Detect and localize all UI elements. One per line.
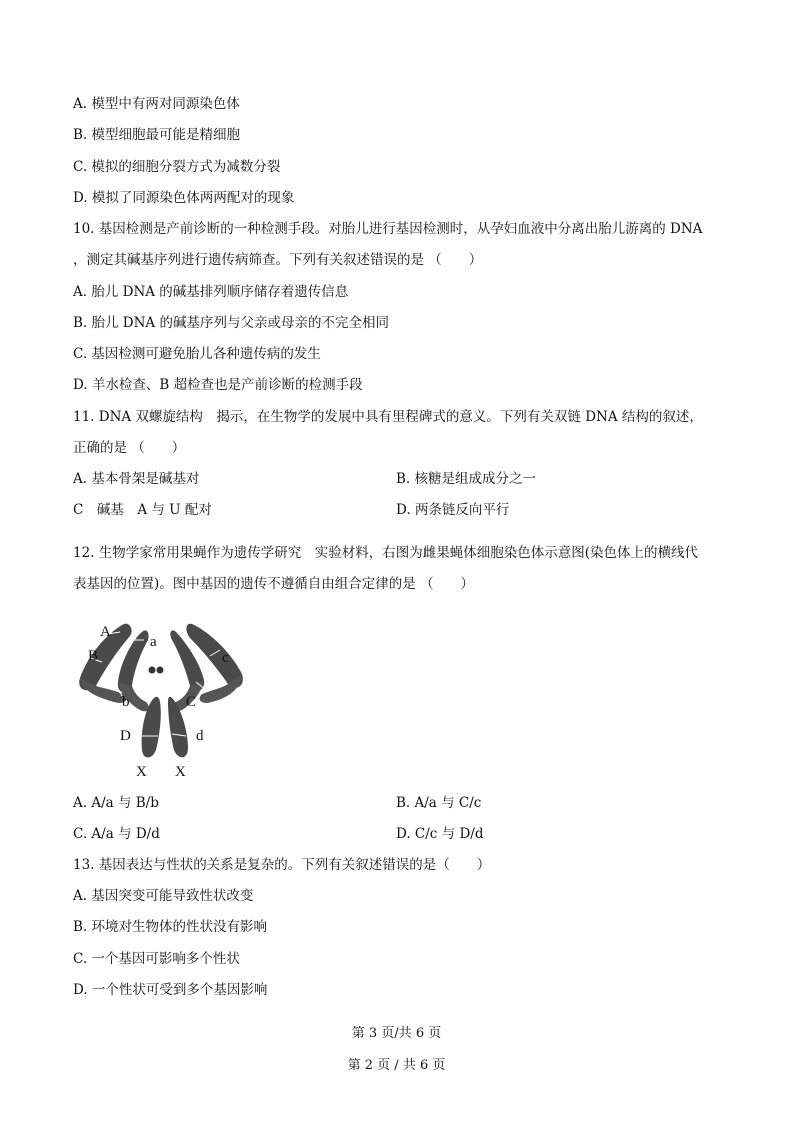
label-A: A xyxy=(100,624,111,640)
q13-option-b: B. 环境对生物体的性状没有影响 xyxy=(73,919,268,935)
label-x-left: X xyxy=(136,764,147,780)
q11-option-b: B. 核糖是组成成分之一 xyxy=(396,471,537,487)
q9-option-c: C. 模拟的细胞分裂方式为减数分裂 xyxy=(73,159,281,175)
q13-option-a: A. 基因突变可能导致性状改变 xyxy=(73,888,254,904)
q12-stem-line2: 表基因的位置)。图中基因的遗传不遵循自由组合定律的是 （ ） xyxy=(73,576,475,592)
q10-option-d: D. 羊水检查、B 超检查也是产前诊断的检测手段 xyxy=(73,377,363,393)
q10-stem-line1: 10. 基因检测是产前诊断的一种检测手段。对胎儿进行基因检测时，从孕妇血液中分离出胎儿游离的 DNA xyxy=(73,221,703,237)
label-B: B xyxy=(88,648,99,664)
q13-option-c: C. 一个基因可影响多个性状 xyxy=(73,951,240,967)
label-b: b xyxy=(122,694,130,710)
q13-stem: 13. 基因表达与性状的关系是复杂的。下列有关叙述错误的是（ ） xyxy=(73,857,491,873)
q12-option-b: B. A/a 与 C/c xyxy=(396,795,482,811)
label-c: c xyxy=(222,650,229,666)
q11-stem-line2: 正确的是 （ ） xyxy=(73,440,186,456)
label-x-right: X xyxy=(175,764,186,780)
label-D: D xyxy=(120,728,131,744)
label-a: a xyxy=(150,634,157,650)
page-number-inner: 第 3 页/共 6 页 xyxy=(351,1026,442,1041)
q12-option-d: D. C/c 与 D/d xyxy=(396,826,484,842)
q11-stem-line1: 11. DNA 双螺旋结构 揭示，在生物学的发展中具有里程碑式的意义。下列有关双链 DNA 结构的叙述， xyxy=(73,409,703,425)
q9-option-a: A. 模型中有两对同源染色体 xyxy=(73,96,240,112)
page-number-outer: 第 2 页 / 共 6 页 xyxy=(347,1058,446,1073)
q11-option-d: D. 两条链反向平行 xyxy=(396,502,510,518)
q10-option-a: A. 胎儿 DNA 的碱基排列顺序储存着遗传信息 xyxy=(73,284,349,300)
q11-option-a: A. 基本骨架是碱基对 xyxy=(73,471,200,487)
q10-stem-line2: ，测定其碱基序列进行遗传病筛查。下列有关叙述错误的是 （ ） xyxy=(73,252,483,268)
label-d: d xyxy=(196,728,204,744)
chromosome-diagram xyxy=(72,610,252,785)
label-C: C xyxy=(186,694,197,710)
q12-option-c: C. A/a 与 D/d xyxy=(73,826,160,842)
q13-option-d: D. 一个性状可受到多个基因影响 xyxy=(73,982,268,998)
q9-option-b: B. 模型细胞最可能是精细胞 xyxy=(73,127,241,143)
chromosome-dot-2 xyxy=(157,667,164,674)
q12-stem-line1: 12. 生物学家常用果蝇作为遗传学研究 实验材料，右图为雌果蝇体细胞染色体示意图(染色体上的横线代 xyxy=(73,545,699,561)
q11-option-c: C 碱基 A 与 U 配对 xyxy=(73,502,212,518)
q10-option-b: B. 胎儿 DNA 的碱基序列与父亲或母亲的不完全相同 xyxy=(73,315,389,331)
chromosome-dot-1 xyxy=(149,667,156,674)
q12-option-a: A. A/a 与 B/b xyxy=(73,795,159,811)
q9-option-d: D. 模拟了同源染色体两两配对的现象 xyxy=(73,190,295,206)
q10-option-c: C. 基因检测可避免胎儿各种遗传病的发生 xyxy=(73,346,321,362)
